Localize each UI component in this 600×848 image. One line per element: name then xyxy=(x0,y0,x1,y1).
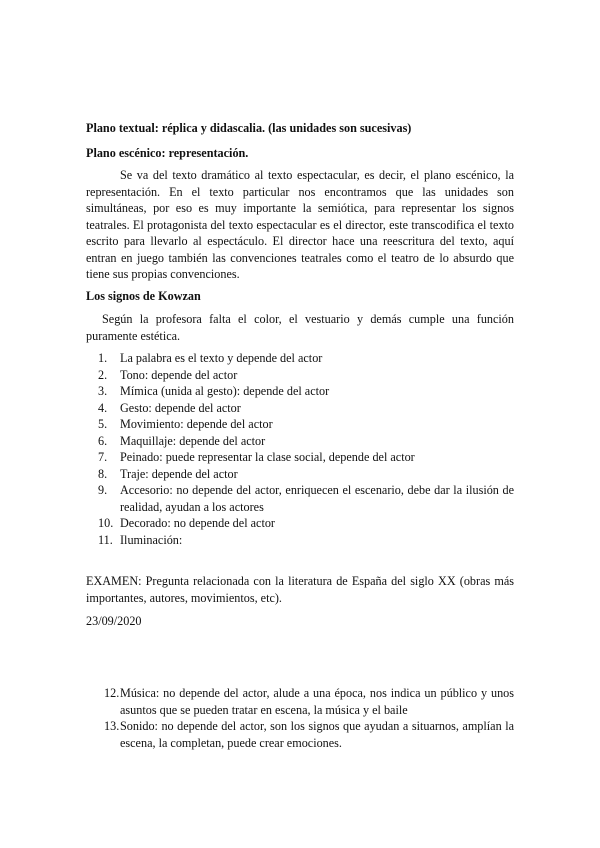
heading-signos-kowzan: Los signos de Kowzan xyxy=(86,289,201,303)
list-item-number: 1. xyxy=(98,351,108,365)
list-item-text: La palabra es el texto y depende del actor xyxy=(120,351,323,365)
list-item-text: Traje: depende del actor xyxy=(120,466,238,481)
list-item xyxy=(86,416,514,433)
list-item-number: 13. xyxy=(104,719,120,733)
list-item-text: Movimiento: depende del actor xyxy=(120,417,273,431)
list-item-number: 5. xyxy=(98,417,108,431)
list-item-text: Maquillaje: depende del actor xyxy=(120,433,266,448)
list-item-text: Iluminación: xyxy=(120,532,183,547)
list-item xyxy=(86,449,514,466)
list-item xyxy=(86,685,514,718)
list-item-number: 9. xyxy=(98,483,108,497)
list-item xyxy=(86,433,514,450)
list-item-number: 12. xyxy=(104,686,120,700)
list-item-text: Peinado: puede representar la clase social, depende del actor xyxy=(120,450,415,464)
paragraph-signos: Según la profesora falta el color, el vestuario y demás cumple una función puramente estética. xyxy=(86,312,514,343)
signos-list xyxy=(86,350,514,548)
list-item xyxy=(86,383,514,400)
list-item xyxy=(86,466,514,483)
list-item-text: Tono: depende del actor xyxy=(120,367,238,382)
list-item-number: 11. xyxy=(98,532,113,547)
list-item-text: Decorado: no depende del actor xyxy=(120,516,275,530)
list-item xyxy=(86,400,514,417)
list-item-number: 10. xyxy=(98,516,114,530)
list-item-number: 3. xyxy=(98,384,108,398)
list-item-text: Gesto: depende del actor xyxy=(120,400,241,415)
signos-list-continued xyxy=(86,685,514,751)
heading-plano-escenico: Plano escénico: representación. xyxy=(86,146,249,160)
list-item xyxy=(86,515,514,532)
list-item-number: 7. xyxy=(98,450,108,464)
list-item-number: 6. xyxy=(98,433,108,448)
list-item-text: Música: no depende del actor, alude a una época, nos indica un público y unos asuntos que se pueden tratar en escena, la música y el baile xyxy=(120,686,514,717)
list-item-number: 2. xyxy=(98,367,108,382)
list-item-number: 4. xyxy=(98,400,108,415)
list-item xyxy=(86,718,514,751)
heading-plano-textual: Plano textual: réplica y didascalia. (las unidades son sucesivas) xyxy=(86,121,412,135)
list-item xyxy=(86,367,514,384)
list-item-text: Mímica (unida al gesto): depende del actor xyxy=(120,384,330,398)
paragraph-plano-escenico: Se va del texto dramático al texto espectacular, es decir, el plano escénico, la representación. En el texto particular nos encontramos que las unidades son simultáneas, por eso es muy importante la semiótica, para representar los signos teatrales. El protagonista del texto espectacular es el director, este transcodifica el texto escrito para llevarlo al espectáculo. El director hace una reescritura del texto, aquí entran en juego también las convenciones teatrales como el teatro de lo absurdo que tiene sus propias convenciones. xyxy=(86,168,514,281)
list-item-text: Sonido: no depende del actor, son los signos que ayudan a situarnos, amplían la escena, la completan, puede crear emociones. xyxy=(120,719,514,750)
exam-paragraph: EXAMEN: Pregunta relacionada con la literatura de España del siglo XX (obras más importantes, autores, movimientos, etc). xyxy=(86,574,514,605)
date-label: 23/09/2020 xyxy=(86,614,142,628)
list-item-number: 8. xyxy=(98,466,108,481)
list-item-text: Accesorio: no depende del actor, enriquecen el escenario, debe dar la ilusión de realidad, ayudan a los actores xyxy=(120,483,514,514)
list-item xyxy=(86,350,514,367)
list-item xyxy=(86,532,514,549)
list-item xyxy=(86,482,514,515)
